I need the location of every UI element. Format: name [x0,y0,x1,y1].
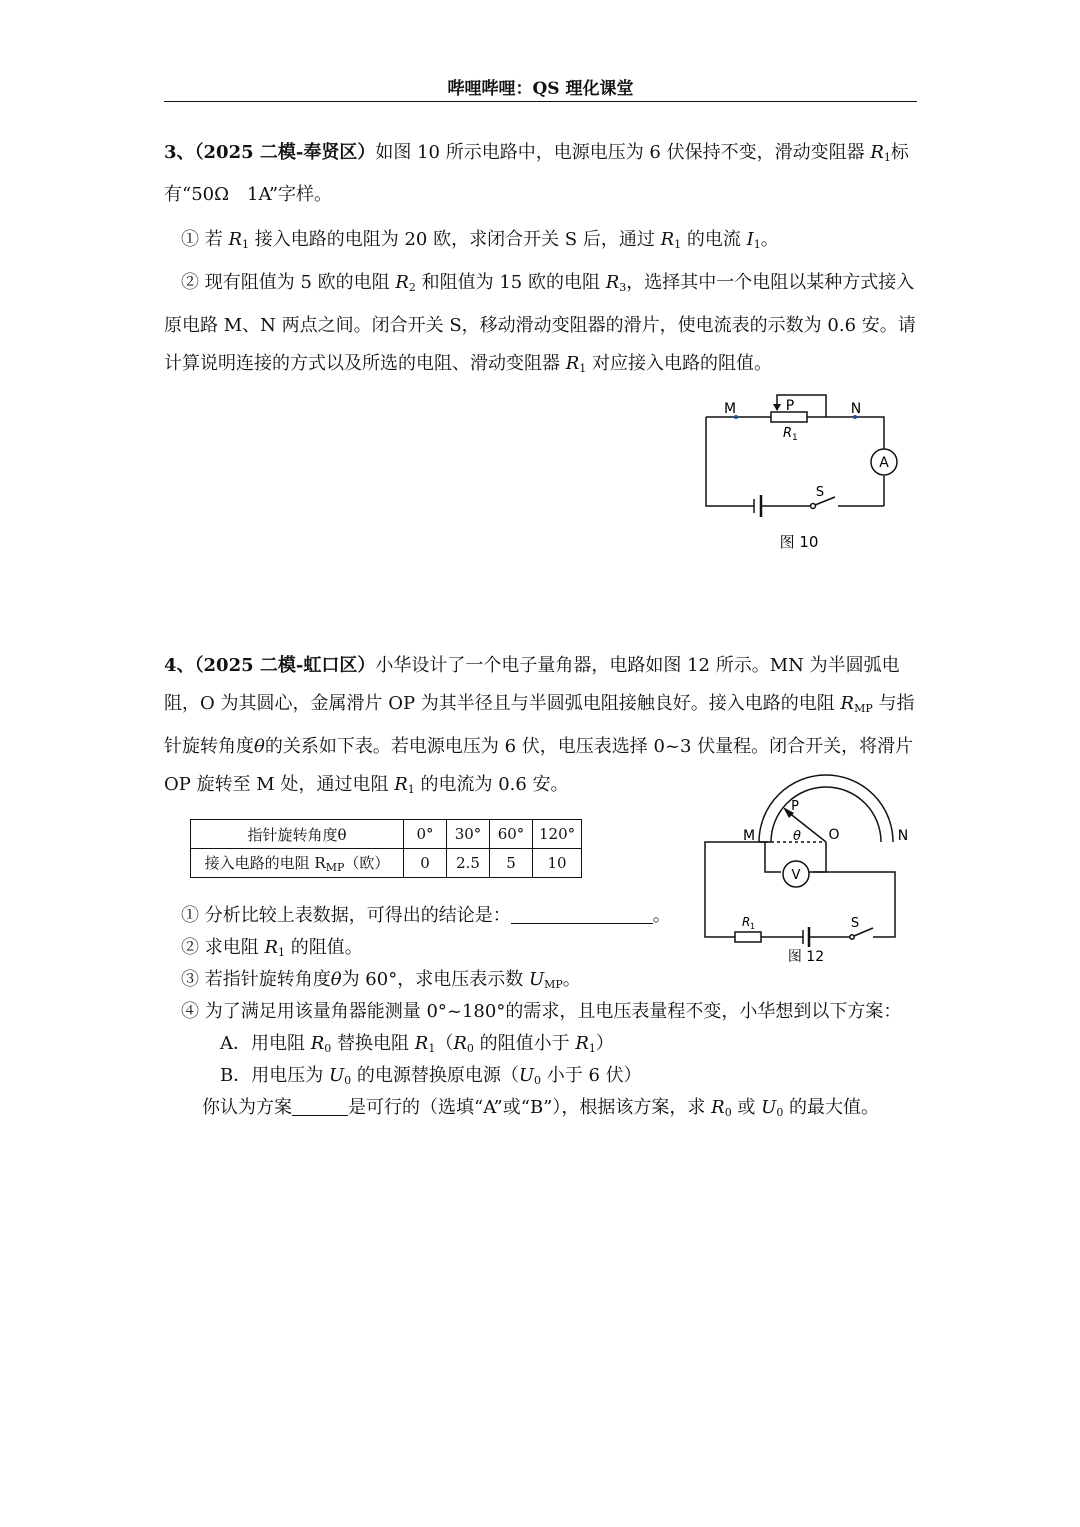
angle-resistance-table [190,819,582,878]
q4-final: 你认为方案 是可行的（选填“A”或“B”），根据该方案，求 $R_0$ 或 $U_0$ 的最大值。 [202,1097,880,1119]
wire-left [705,842,765,937]
resistor-r1 [735,932,761,942]
label-p: P [791,799,799,814]
label-m: M [723,401,737,417]
page-header: 哔哩哔哩：QS 理化课堂 [447,79,634,99]
q4-sub1: ① 分析比较上表数据，可得出的结论是： 。 [181,905,671,926]
table-cell: 120° [533,820,582,849]
table-row [191,820,582,849]
figure-10-caption: 图 10 [779,533,819,551]
slider-arrow [773,404,781,411]
wire-right-upper [855,417,884,449]
label-o: O [828,827,840,843]
q4-option-b: B．用电压为 $U_0$ 的电源替换原电源（$U_0$ 小于 6 伏） [220,1065,642,1087]
label-n: N [850,401,862,417]
answer-blank [292,1097,348,1116]
label-r1-sub: 1 [750,922,756,931]
label-m: M [742,828,756,844]
header-divider [164,101,917,102]
table-row-label: 指针旋转角度θ [191,820,404,849]
q4-sub4: ④ 为了满足用该量角器能测量 0°~180°的需求，且电压表量程不变，小华想到以下方案： [181,1001,902,1022]
figure-12-circuit [695,770,920,970]
q3-stem-line2: 有“50Ω 1A”字样。 [164,184,333,205]
label-r1: R [742,915,751,929]
figure-12-caption: 图 12 [787,949,825,965]
answer-blank [511,905,653,924]
q3-tag: 3、（2025 二模-奉贤区） [164,142,376,163]
label-p: P [785,398,795,414]
figure-10-circuit [690,385,920,560]
label-theta: θ [793,829,801,844]
wire-left [706,417,754,506]
table-row-label: 接入电路的电阻 $R_{MP}$（欧） [191,849,404,878]
table-cell: 60° [490,820,533,849]
q4-option-a: A．用电阻 $R_0$ 替换电阻 $R_1(R_0$ 的阻值小于 $R_1$） [220,1033,614,1055]
q4-stem: 4、（2025 二模-虹口区）小华设计了一个电子量角器，电路如图 12 所示。MN 为半圆弧电阻，O 为其圆心，金属滑片 OP 为其半径且与半圆弧电阻接触良好。接入电路的电阻 $R_{MP}$ 与指针旋转角度θ的关系如下表。若电源电压为 6 伏，电压表选择 0~3 伏量程。闭合开关，将滑片 OP 旋转至 M 处，通过电阻 $R_1$ 的电流为 0.6 安。 [164,655,915,796]
arc-outer [759,775,893,842]
slider-wire [777,395,826,417]
q4-sub2: ② 求电阻 $R_1$ 的阻值。 [181,937,363,959]
q3-part1: ① 若 $R_1$ 接入电路的电阻为 20 欧，求闭合开关 S 后，通过 $R_1$ 的电流 $I_1$。 [181,229,779,251]
label-r1: R [783,426,793,441]
q3-stem: 3、（2025 二模-奉贤区）如图 10 所示电路中，电源电压为 6 伏保持不变，滑动变阻器 $R_1$标 [164,142,909,164]
table-cell: 0 [404,849,447,878]
label-a: A [879,455,889,471]
label-s: S [850,916,860,931]
table-cell: 10 [533,849,582,878]
table-cell: 0° [404,820,447,849]
table-row [191,849,582,878]
label-v: V [791,868,801,883]
q4-sub3: ③ 若指针旋转角度θ为 60°，求电压表示数 $U_{MP}$。 [181,969,581,991]
q3-part2: ② 现有阻值为 5 欧的电阻 $R_2$ 和阻值为 15 欧的电阻 $R_3$，选择其中一个电阻以某种方式接入原电路 M、N 两点之间。闭合开关 S，移动滑动变阻器的滑片，使电流表的示数为 0.6 安。请计算说明连接的方式以及所选的电阻、滑动变阻器 $R_1$ 对应接入电路的阻值。 [164,272,916,375]
label-n: N [897,828,909,844]
table-cell: 30° [447,820,490,849]
q4-tag: 4、（2025 二模-虹口区） [164,655,376,676]
label-r1-sub: 1 [792,433,798,443]
label-s: S [815,485,825,500]
voltmeter-wire-left [765,842,781,872]
table-cell: 2.5 [447,849,490,878]
table-cell: 5 [490,849,533,878]
